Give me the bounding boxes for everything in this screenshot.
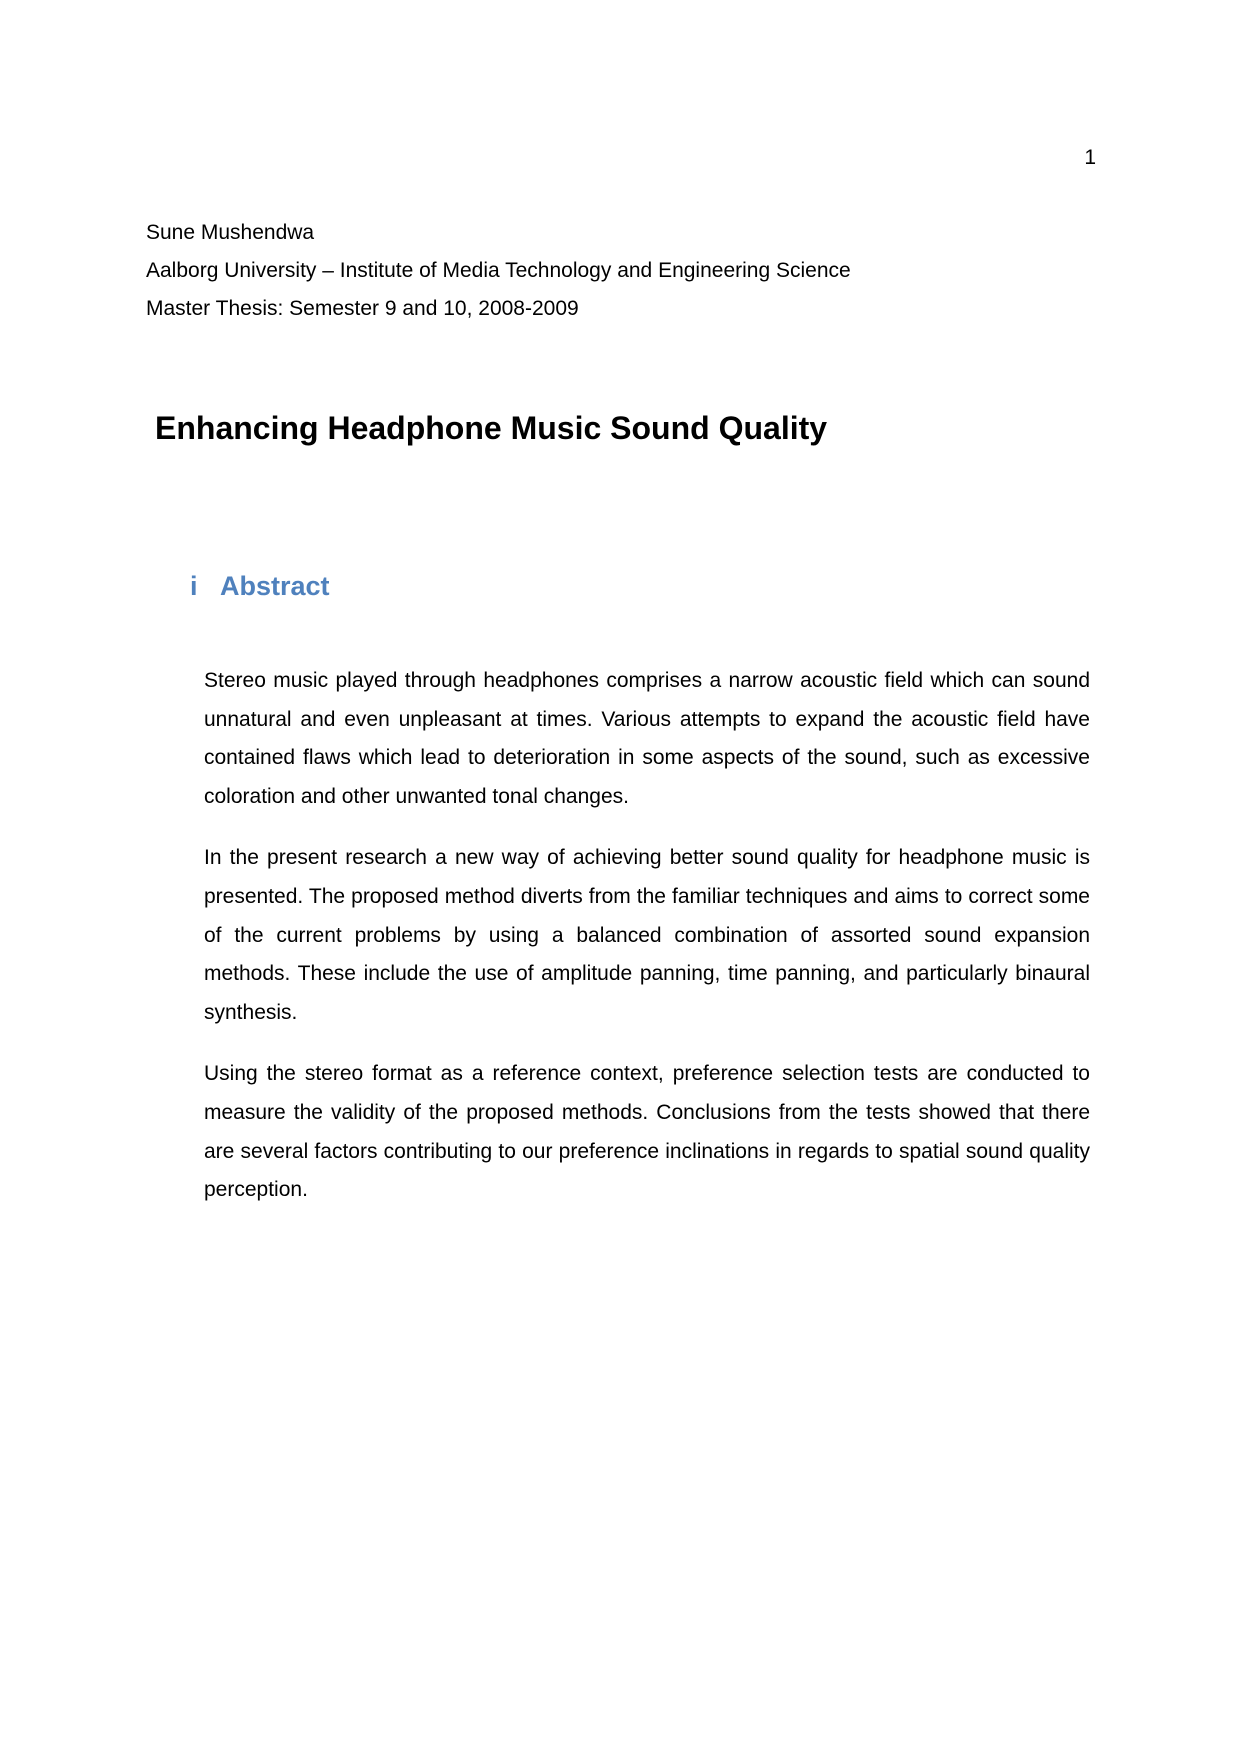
abstract-paragraph: In the present research a new way of achieving better sound quality for headphone music is presented. The proposed method diverts from the familiar techniques and aims to correct some of the current problems by using a balanced combination of assorted sound expansion methods. These include the use of amplitude panning, time panning, and particularly binaural synthesis. <box>204 846 1090 1024</box>
affiliation: Aalborg University – Institute of Media Technology and Engineering Science <box>146 259 851 282</box>
section-number: i <box>190 571 198 601</box>
author-block <box>146 219 851 333</box>
abstract-body <box>204 662 1090 1233</box>
abstract-paragraph: Stereo music played through headphones comprises a narrow acoustic field which can sound unnatural and even unpleasant at times. Various attempts to expand the acoustic field have contained flaws which lead to deterioration in some aspects of the sound, such as excessive coloration and other unwanted tonal changes. <box>204 669 1090 808</box>
thesis-info: Master Thesis: Semester 9 and 10, 2008-2009 <box>146 297 579 320</box>
section-heading <box>190 569 330 603</box>
document-title: Enhancing Headphone Music Sound Quality <box>155 410 828 446</box>
author-name: Sune Mushendwa <box>146 221 315 244</box>
section-title: Abstract <box>220 571 330 601</box>
abstract-paragraph: Using the stereo format as a reference context, preference selection tests are conducted to measure the validity of the proposed methods. Conclusions from the tests showed that there are several factors contributing to our preference inclinations in regards to spatial sound quality perception. <box>204 1062 1090 1202</box>
page-number: 1 <box>1084 146 1096 169</box>
